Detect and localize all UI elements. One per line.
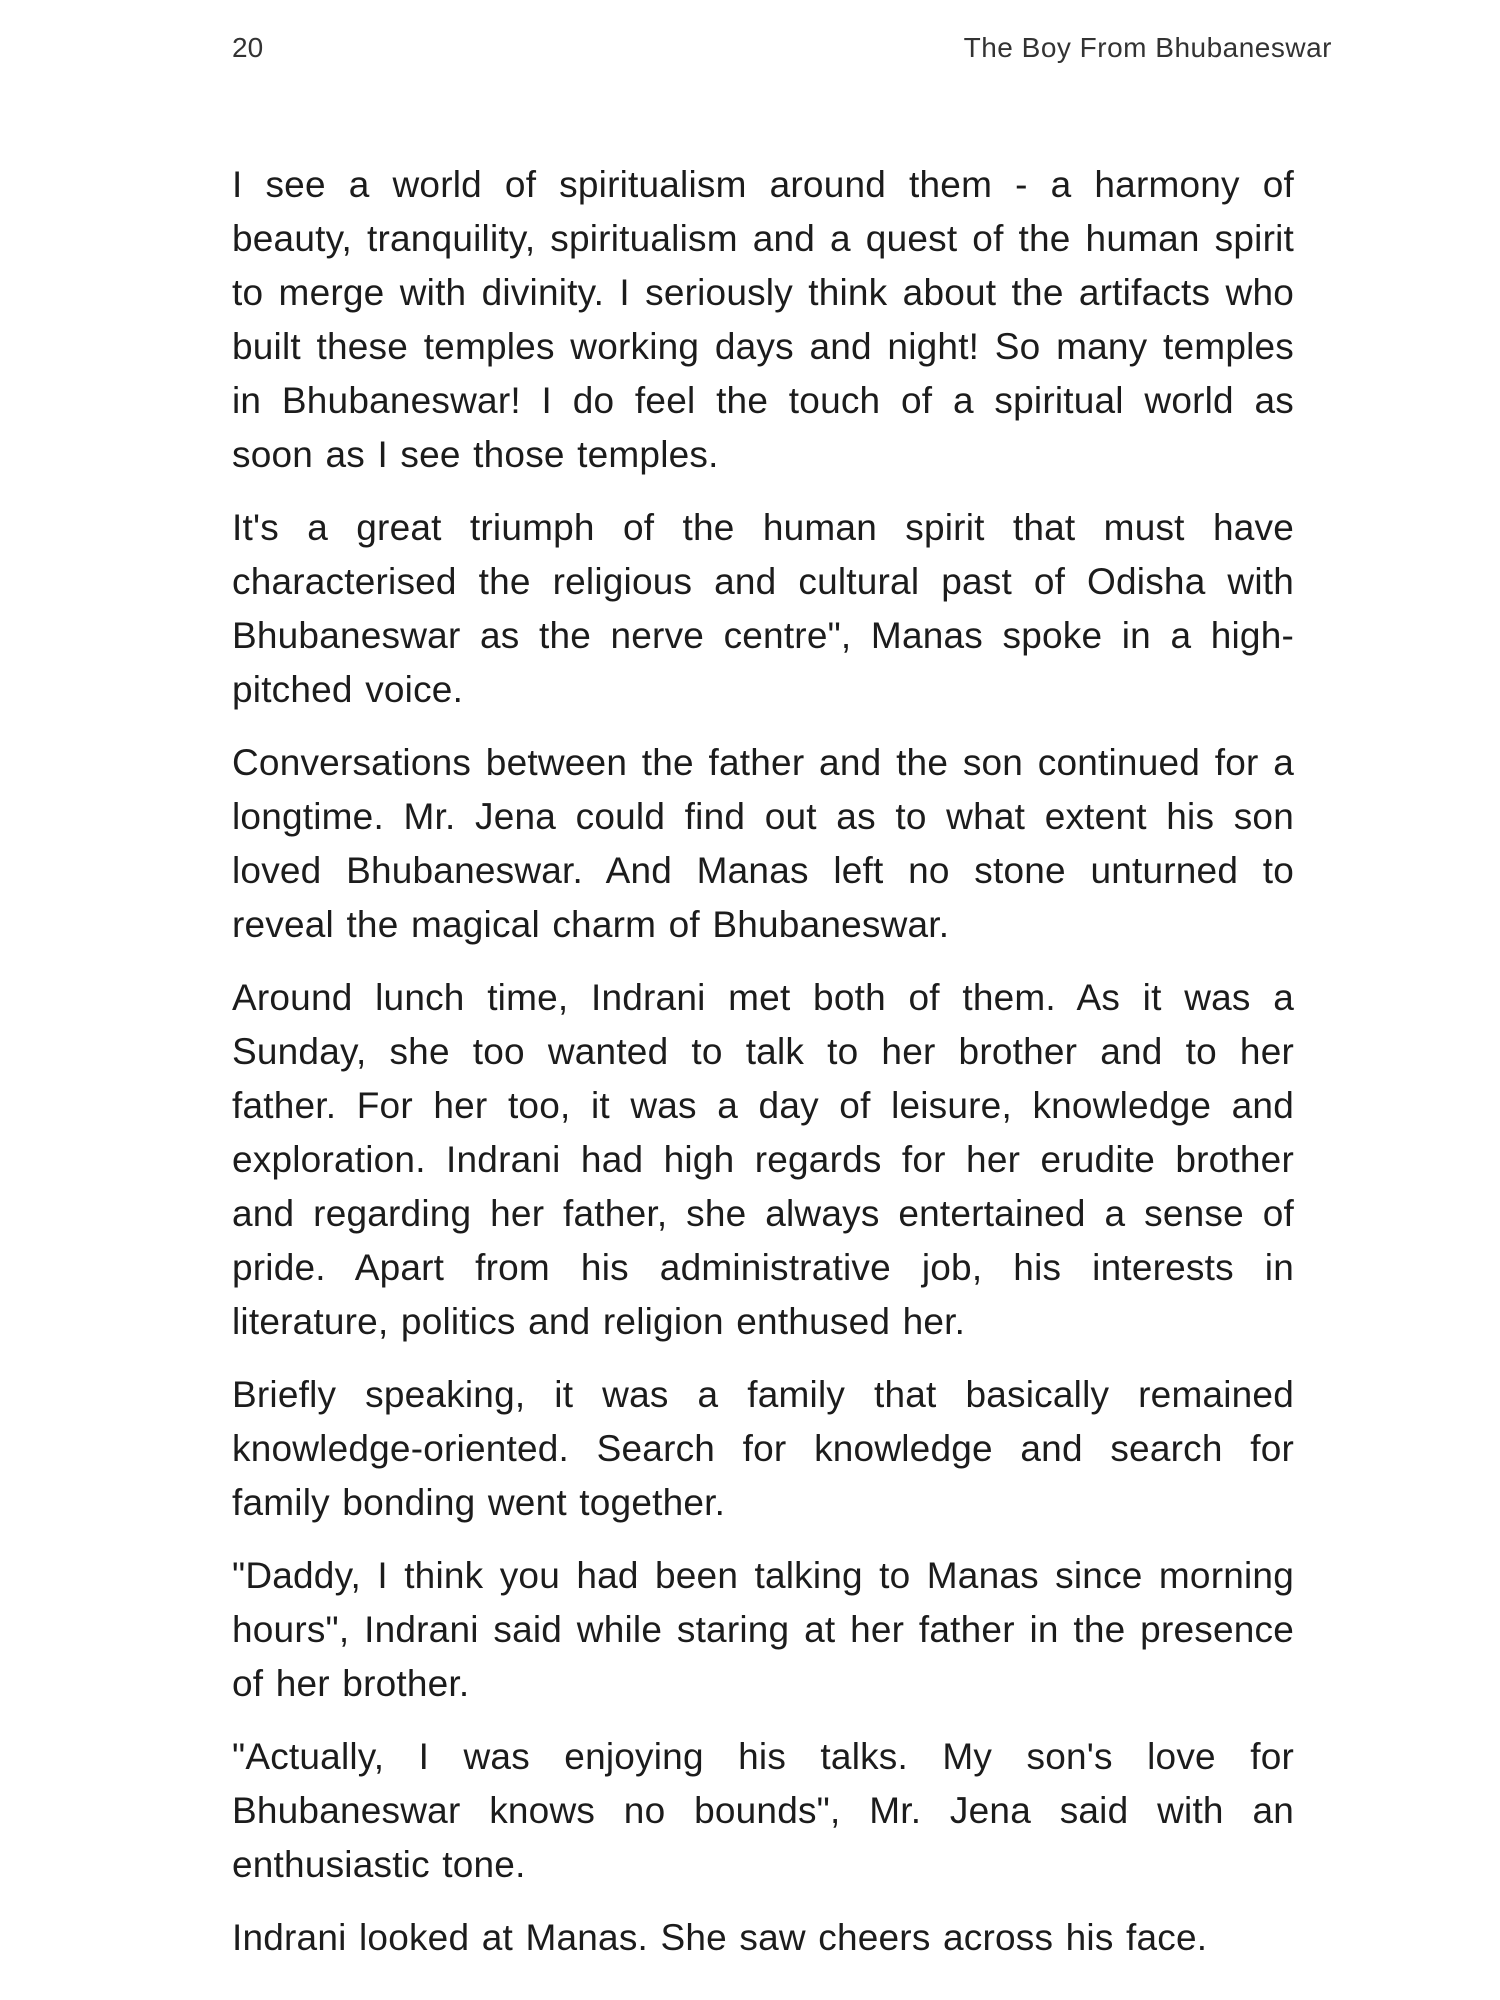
running-header	[232, 32, 1332, 72]
paragraph-3: Conversations between the father and the son continued for a longtime. Mr. Jena could find out as to what extent his son loved Bhubaneswar. And Manas left no stone unturned to reveal the magical charm of Bhubaneswar.	[232, 742, 1294, 945]
paragraph-1: I see a world of spiritualism around them - a harmony of beauty, tranquility, spiritualism and a quest of the human spirit to merge with divinity. I seriously think about the artifacts who built these temples working days and night! So many temples in Bhubaneswar! I do feel the touch of a spiritual world as soon as I see those temples.	[232, 164, 1294, 475]
paragraph-2: It's a great triumph of the human spirit that must have characterised the religious and cultural past of Odisha with Bhubaneswar as the nerve centre", Manas spoke in a high-pitched voice.	[232, 507, 1294, 710]
paragraph-5: Briefly speaking, it was a family that basically remained knowledge-oriented. Search for knowledge and search for family bonding went together.	[232, 1374, 1294, 1523]
paragraph-7: "Actually, I was enjoying his talks. My son's love for Bhubaneswar knows no bounds", Mr. Jena said with an enthusiastic tone.	[232, 1736, 1294, 1885]
paragraph-4: Around lunch time, Indrani met both of them. As it was a Sunday, she too wanted to talk to her brother and to her father. For her too, it was a day of leisure, knowledge and exploration. Indrani had high regards for her erudite brother and regarding her father, she always entertained a sense of pride. Apart from his administrative job, his interests in literature, politics and religion enthused her.	[232, 977, 1294, 1342]
paragraph-6: "Daddy, I think you had been talking to Manas since morning hours", Indrani said while staring at her father in the presence of her brother.	[232, 1555, 1294, 1704]
page-number: 20	[232, 32, 264, 63]
body-text	[232, 158, 1294, 1984]
book-title: The Boy From Bhubaneswar	[963, 32, 1332, 63]
paragraph-8: Indrani looked at Manas. She saw cheers across his face.	[232, 1917, 1208, 1958]
